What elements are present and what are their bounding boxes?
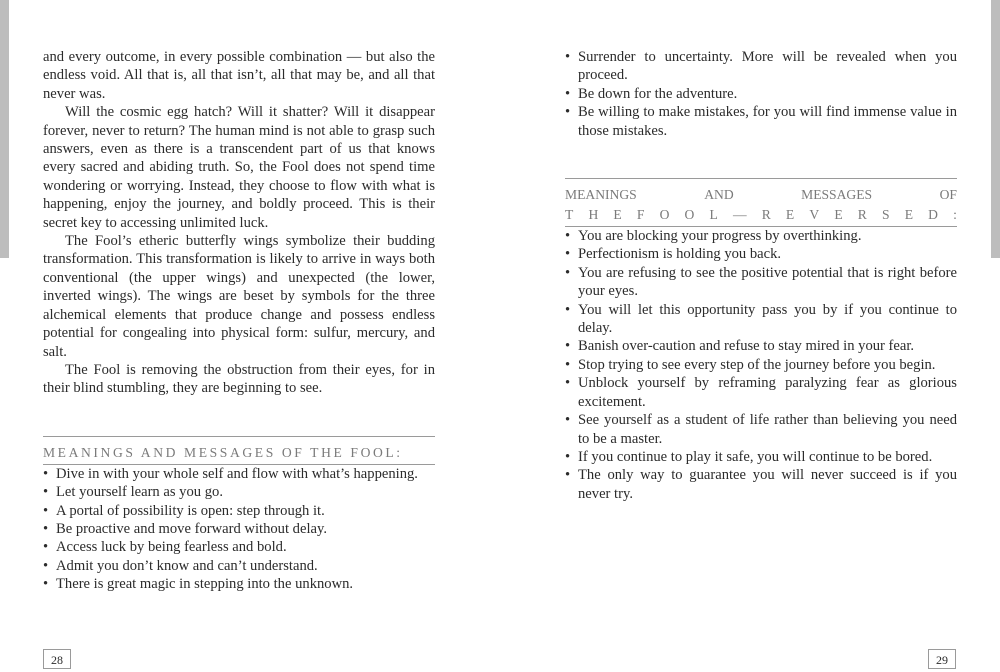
body-paragraph: and every outcome, in every possible combination — but also the endless void. All that is, all that isn’t, all that may be, and all that never was.: [43, 49, 435, 102]
list-item: • Admit you don’t know and can’t understand.: [43, 557, 435, 575]
page-edge-right: [991, 0, 1000, 258]
heading-token: L: [709, 207, 718, 223]
list-item: • You are refusing to see the positive potential that is right before your eyes.: [565, 264, 957, 301]
heading-token: T: [565, 207, 574, 223]
body-paragraph: The Fool is removing the obstruction from their eyes, for in their blind stumbling, they are beginning to see.: [43, 361, 435, 397]
list-item: • Banish over-caution and refuse to stay mired in your fear.: [565, 337, 957, 355]
heading-token: R: [857, 207, 867, 223]
heading-line-2: [565, 205, 957, 225]
list-item: • Be down for the adventure.: [565, 85, 957, 103]
list-item: • Be proactive and move forward without delay.: [43, 520, 435, 538]
meanings-list: [43, 465, 435, 594]
heading-token: AND: [704, 187, 734, 203]
list-item: • Be willing to make mistakes, for you will find immense value in those mistakes.: [565, 103, 957, 140]
heading-token: O: [684, 207, 695, 223]
list-item: • Dive in with your whole self and flow with what’s happening.: [43, 465, 435, 483]
section-heading-fool: MEANINGS AND MESSAGES OF THE FOOL:: [43, 436, 435, 465]
heading-token: R: [761, 207, 771, 223]
list-item: • Access luck by being fearless and bold.: [43, 538, 435, 556]
reversed-meanings-list: [565, 227, 957, 503]
list-item: • Let yourself learn as you go.: [43, 483, 435, 501]
heading-token: O: [659, 207, 670, 223]
heading-token: MEANINGS: [565, 187, 637, 203]
list-item: • A portal of possibility is open: step through it.: [43, 502, 435, 520]
heading-token: —: [732, 207, 747, 223]
body-paragraph: The Fool’s etheric butterfly wings symbolize their budding transformation. This transformation is likely to arrive in ways both conventional (the upper wings) and unexpected (the lower, inverted wings). The wings are beset by symbols for the three alchemical elements that produce change and possess endless potential for congealing into physical form: sulfur, mercury, and salt.: [43, 233, 435, 360]
list-item: • You will let this opportunity pass you by if you continue to delay.: [565, 301, 957, 338]
list-item: • See yourself as a student of life rather than believing you need to be a master.: [565, 411, 957, 448]
meanings-list-continued: [565, 48, 957, 140]
heading-token: H: [588, 207, 599, 223]
heading-token: OF: [939, 187, 957, 203]
heading-token: E: [613, 207, 622, 223]
list-item: • Stop trying to see every step of the journey before you begin.: [565, 356, 957, 374]
section-heading-fool-reversed: [565, 178, 957, 227]
heading-token: :: [953, 207, 957, 223]
list-item: • There is great magic in stepping into the unknown.: [43, 575, 435, 593]
heading-token: F: [636, 207, 645, 223]
list-item: • You are blocking your progress by overthinking.: [565, 227, 957, 245]
list-item: • The only way to guarantee you will never succeed is if you never try.: [565, 466, 957, 503]
heading-token: E: [904, 207, 914, 223]
heading-token: S: [882, 207, 890, 223]
heading-token: MESSAGES: [801, 187, 873, 203]
body-paragraph: Will the cosmic egg hatch? Will it shatter? Will it disappear forever, never to return? The human mind is not able to grasp such answers, even as there is a transcendent part of us that knows every sacred and abiding truth. So, the Fool does not spend time wondering or worrying. Instead, they choose to flow with what is happening, enjoy the journey, and boldly proceed. This is their secret key to accessing unlimited luck.: [43, 104, 435, 231]
list-item: • Perfectionism is holding you back.: [565, 245, 957, 263]
list-item: • Surrender to uncertainty. More will be revealed when you proceed.: [565, 48, 957, 85]
list-item: • Unblock yourself by reframing paralyzing fear as glorious excitement.: [565, 374, 957, 411]
heading-line-1: [565, 185, 957, 205]
page-number-left: 28: [43, 649, 71, 669]
page-edge-left: [0, 0, 9, 258]
heading-token: V: [809, 207, 820, 223]
list-item: • If you continue to play it safe, you will continue to be bored.: [565, 448, 957, 466]
heading-token: D: [928, 207, 938, 223]
right-page: [565, 48, 957, 503]
left-page: [43, 48, 435, 594]
page-number-right: 29: [928, 649, 956, 669]
heading-token: E: [834, 207, 843, 223]
heading-token: E: [785, 207, 795, 223]
